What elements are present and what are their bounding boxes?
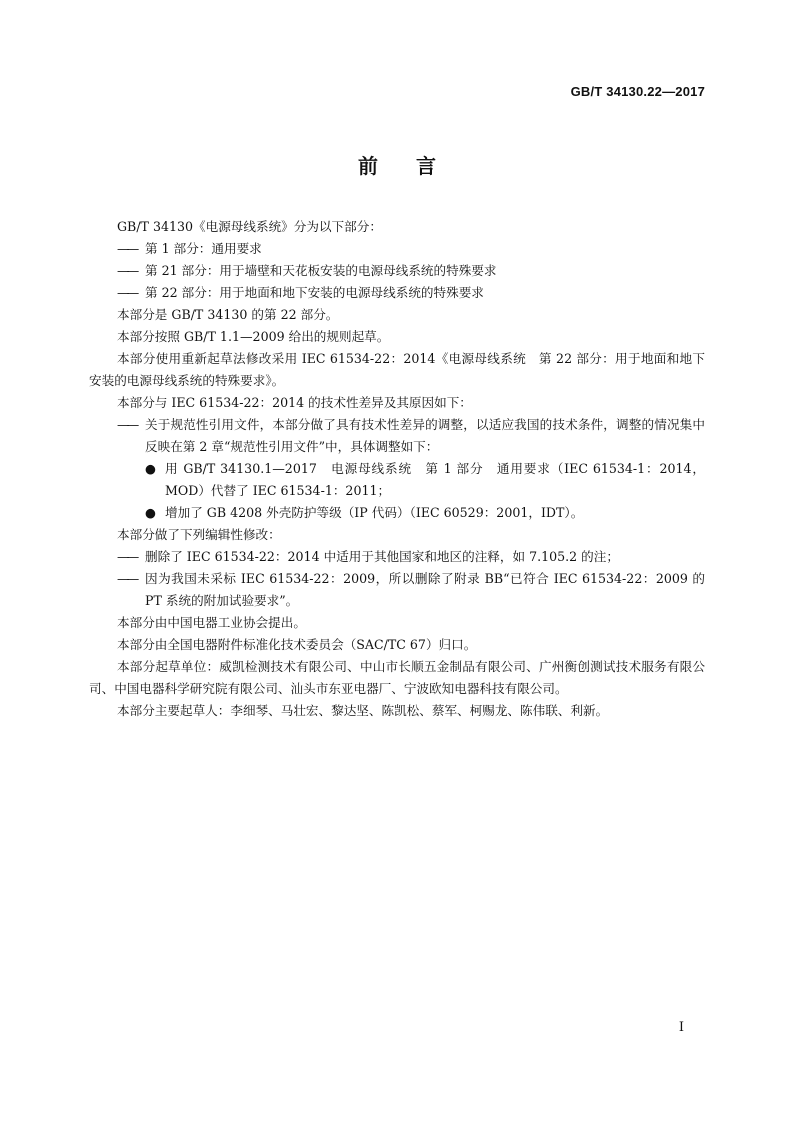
- dash-item-part22: [89, 282, 705, 304]
- standard-number: GB/T 34130.22—2017: [570, 84, 705, 99]
- bullet-item-text: 用 GB/T 34130.1—2017 电源母线系统 第 1 部分 通用要求（IEC 61534-1：2014，MOD）代替了 IEC 61534-1：2011；: [165, 461, 705, 498]
- dash-item-part21: [89, 260, 705, 282]
- dash-item-part1: [89, 238, 705, 260]
- paragraph-proposer: 本部分由中国电器工业协会提出。: [117, 615, 306, 630]
- bullet-item-add: [89, 502, 705, 524]
- dash-item-text: 第 22 部分：用于地面和地下安装的电源母线系统的特殊要求: [145, 285, 484, 300]
- paragraph-differences: 本部分与 IEC 61534-22：2014 的技术性差异及其原因如下：: [117, 395, 472, 410]
- page-title: 前言: [358, 154, 474, 178]
- paragraph-drafters: 本部分主要起草人：李细琴、马壮宏、黎达坚、陈凯松、蔡军、柯赐龙、陈伟联、利新。: [117, 703, 609, 718]
- dash-mark: ——: [117, 549, 137, 564]
- dash-item-text: 第 21 部分：用于墙壁和天花板安装的电源母线系统的特殊要求: [145, 263, 497, 278]
- dash-item-text: 关于规范性引用文件，本部分做了具有技术性差异的调整，以适应我国的技术条件，调整的情况集中反映在第 2 章“规范性引用文件”中，具体调整如下：: [145, 417, 705, 454]
- paragraph-intro: GB/T 34130《电源母线系统》分为以下部分：: [117, 219, 382, 234]
- dash-mark: ——: [117, 241, 137, 256]
- bullet-item-replace: [89, 458, 705, 502]
- foreword-body: [89, 216, 705, 722]
- dash-item-text: 因为我国未采标 IEC 61534-22：2009，所以删除了附录 BB“已符合 IEC 61534-22：2009 的 PT 系统的附加试验要求”。: [145, 571, 705, 608]
- dash-item-delete-note: [89, 546, 705, 568]
- dash-item-normative-refs: [89, 414, 705, 458]
- paragraph-adoption: 本部分使用重新起草法修改采用 IEC 61534-22：2014《电源母线系统 第 22 部分：用于地面和地下安装的电源母线系统的特殊要求》。: [89, 351, 705, 388]
- dash-mark: ——: [117, 263, 137, 278]
- dash-mark: ——: [117, 417, 137, 432]
- dash-item-text: 第 1 部分：通用要求: [145, 241, 262, 256]
- paragraph-editorial: 本部分做了下列编辑性修改：: [117, 527, 281, 542]
- dash-mark: ——: [117, 571, 137, 586]
- bullet-item-text: 增加了 GB 4208 外壳防护等级（IP 代码）（IEC 60529：2001，IDT）。: [165, 505, 584, 520]
- dash-item-delete-annex: [89, 568, 705, 612]
- paragraph-committee: 本部分由全国电器附件标准化技术委员会（SAC/TC 67）归口。: [117, 637, 477, 652]
- bullet-icon: ●: [145, 461, 156, 476]
- page-number: I: [678, 1020, 684, 1035]
- paragraph-drafting-units: 本部分起草单位：威凯检测技术有限公司、中山市长顺五金制品有限公司、广州衡创测试技术服务有限公司、中国电器科学研究院有限公司、汕头市东亚电器厂、宁波欧知电器科技有限公司。: [89, 659, 705, 696]
- dash-item-text: 删除了 IEC 61534-22：2014 中适用于其他国家和地区的注释，如 7.105.2 的注；: [145, 549, 619, 564]
- paragraph-drafting-rules: 本部分按照 GB/T 1.1—2009 给出的规则起草。: [117, 329, 390, 344]
- paragraph-part-statement: 本部分是 GB/T 34130 的第 22 部分。: [117, 307, 339, 322]
- bullet-icon: ●: [145, 505, 156, 520]
- dash-mark: ——: [117, 285, 137, 300]
